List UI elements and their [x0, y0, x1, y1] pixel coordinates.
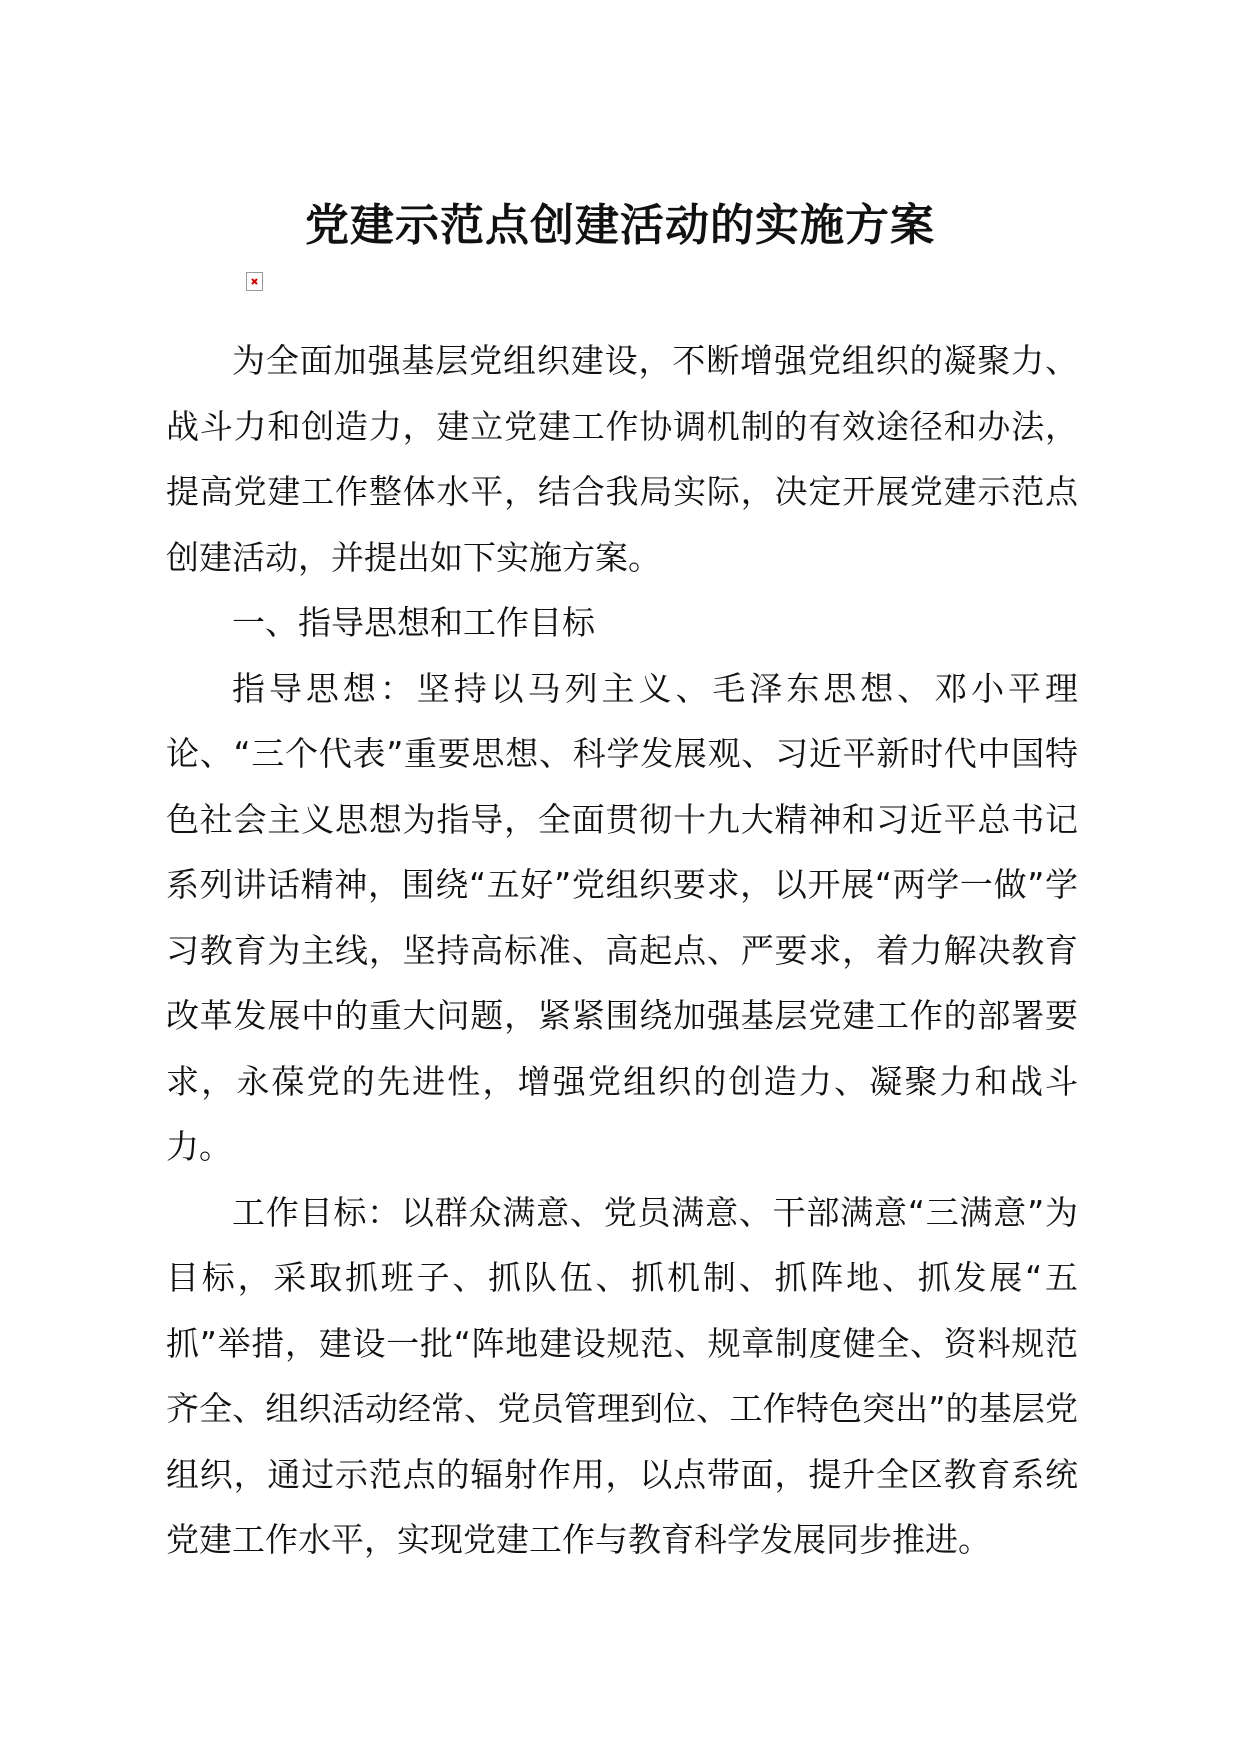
- document-title: 党建示范点创建活动的实施方案: [305, 200, 935, 251]
- broken-image-icon: [246, 272, 263, 291]
- document-body: [166, 328, 1078, 1573]
- intro-paragraph: 为全面加强基层党组织建设，不断增强党组织的凝聚力、战斗力和创造力，建立党建工作协调机制的有效途径和办法，提高党建工作整体水平，结合我局实际，决定开展党建示范点创建活动，并提出如下实施方案。: [166, 341, 1078, 577]
- work-goal-paragraph: 工作目标：以群众满意、党员满意、干部满意“三满意”为目标，采取抓班子、抓队伍、抓机制、抓阵地、抓发展“五抓”举措，建设一批“阵地建设规范、规章制度健全、资料规范齐全、组织活动经常、党员管理到位、工作特色突出”的基层党组织，通过示范点的辐射作用，以点带面，提升全区教育系统党建工作水平，实现党建工作与教育科学发展同步推进。: [166, 1192, 1078, 1559]
- guiding-ideology-paragraph: 指导思想：坚持以马列主义、毛泽东思想、邓小平理论、“三个代表”重要思想、科学发展观、习近平新时代中国特色社会主义思想为指导，全面贯彻十九大精神和习近平总书记系列讲话精神，围绕“五好”党组织要求，以开展“两学一做”学习教育为主线，坚持高标准、高起点、严要求，着力解决教育改革发展中的重大问题，紧紧围绕加强基层党建工作的部署要求，永葆党的先进性，增强党组织的创造力、凝聚力和战斗力。: [166, 668, 1078, 1166]
- section-heading: 一、指导思想和工作目标: [232, 603, 595, 642]
